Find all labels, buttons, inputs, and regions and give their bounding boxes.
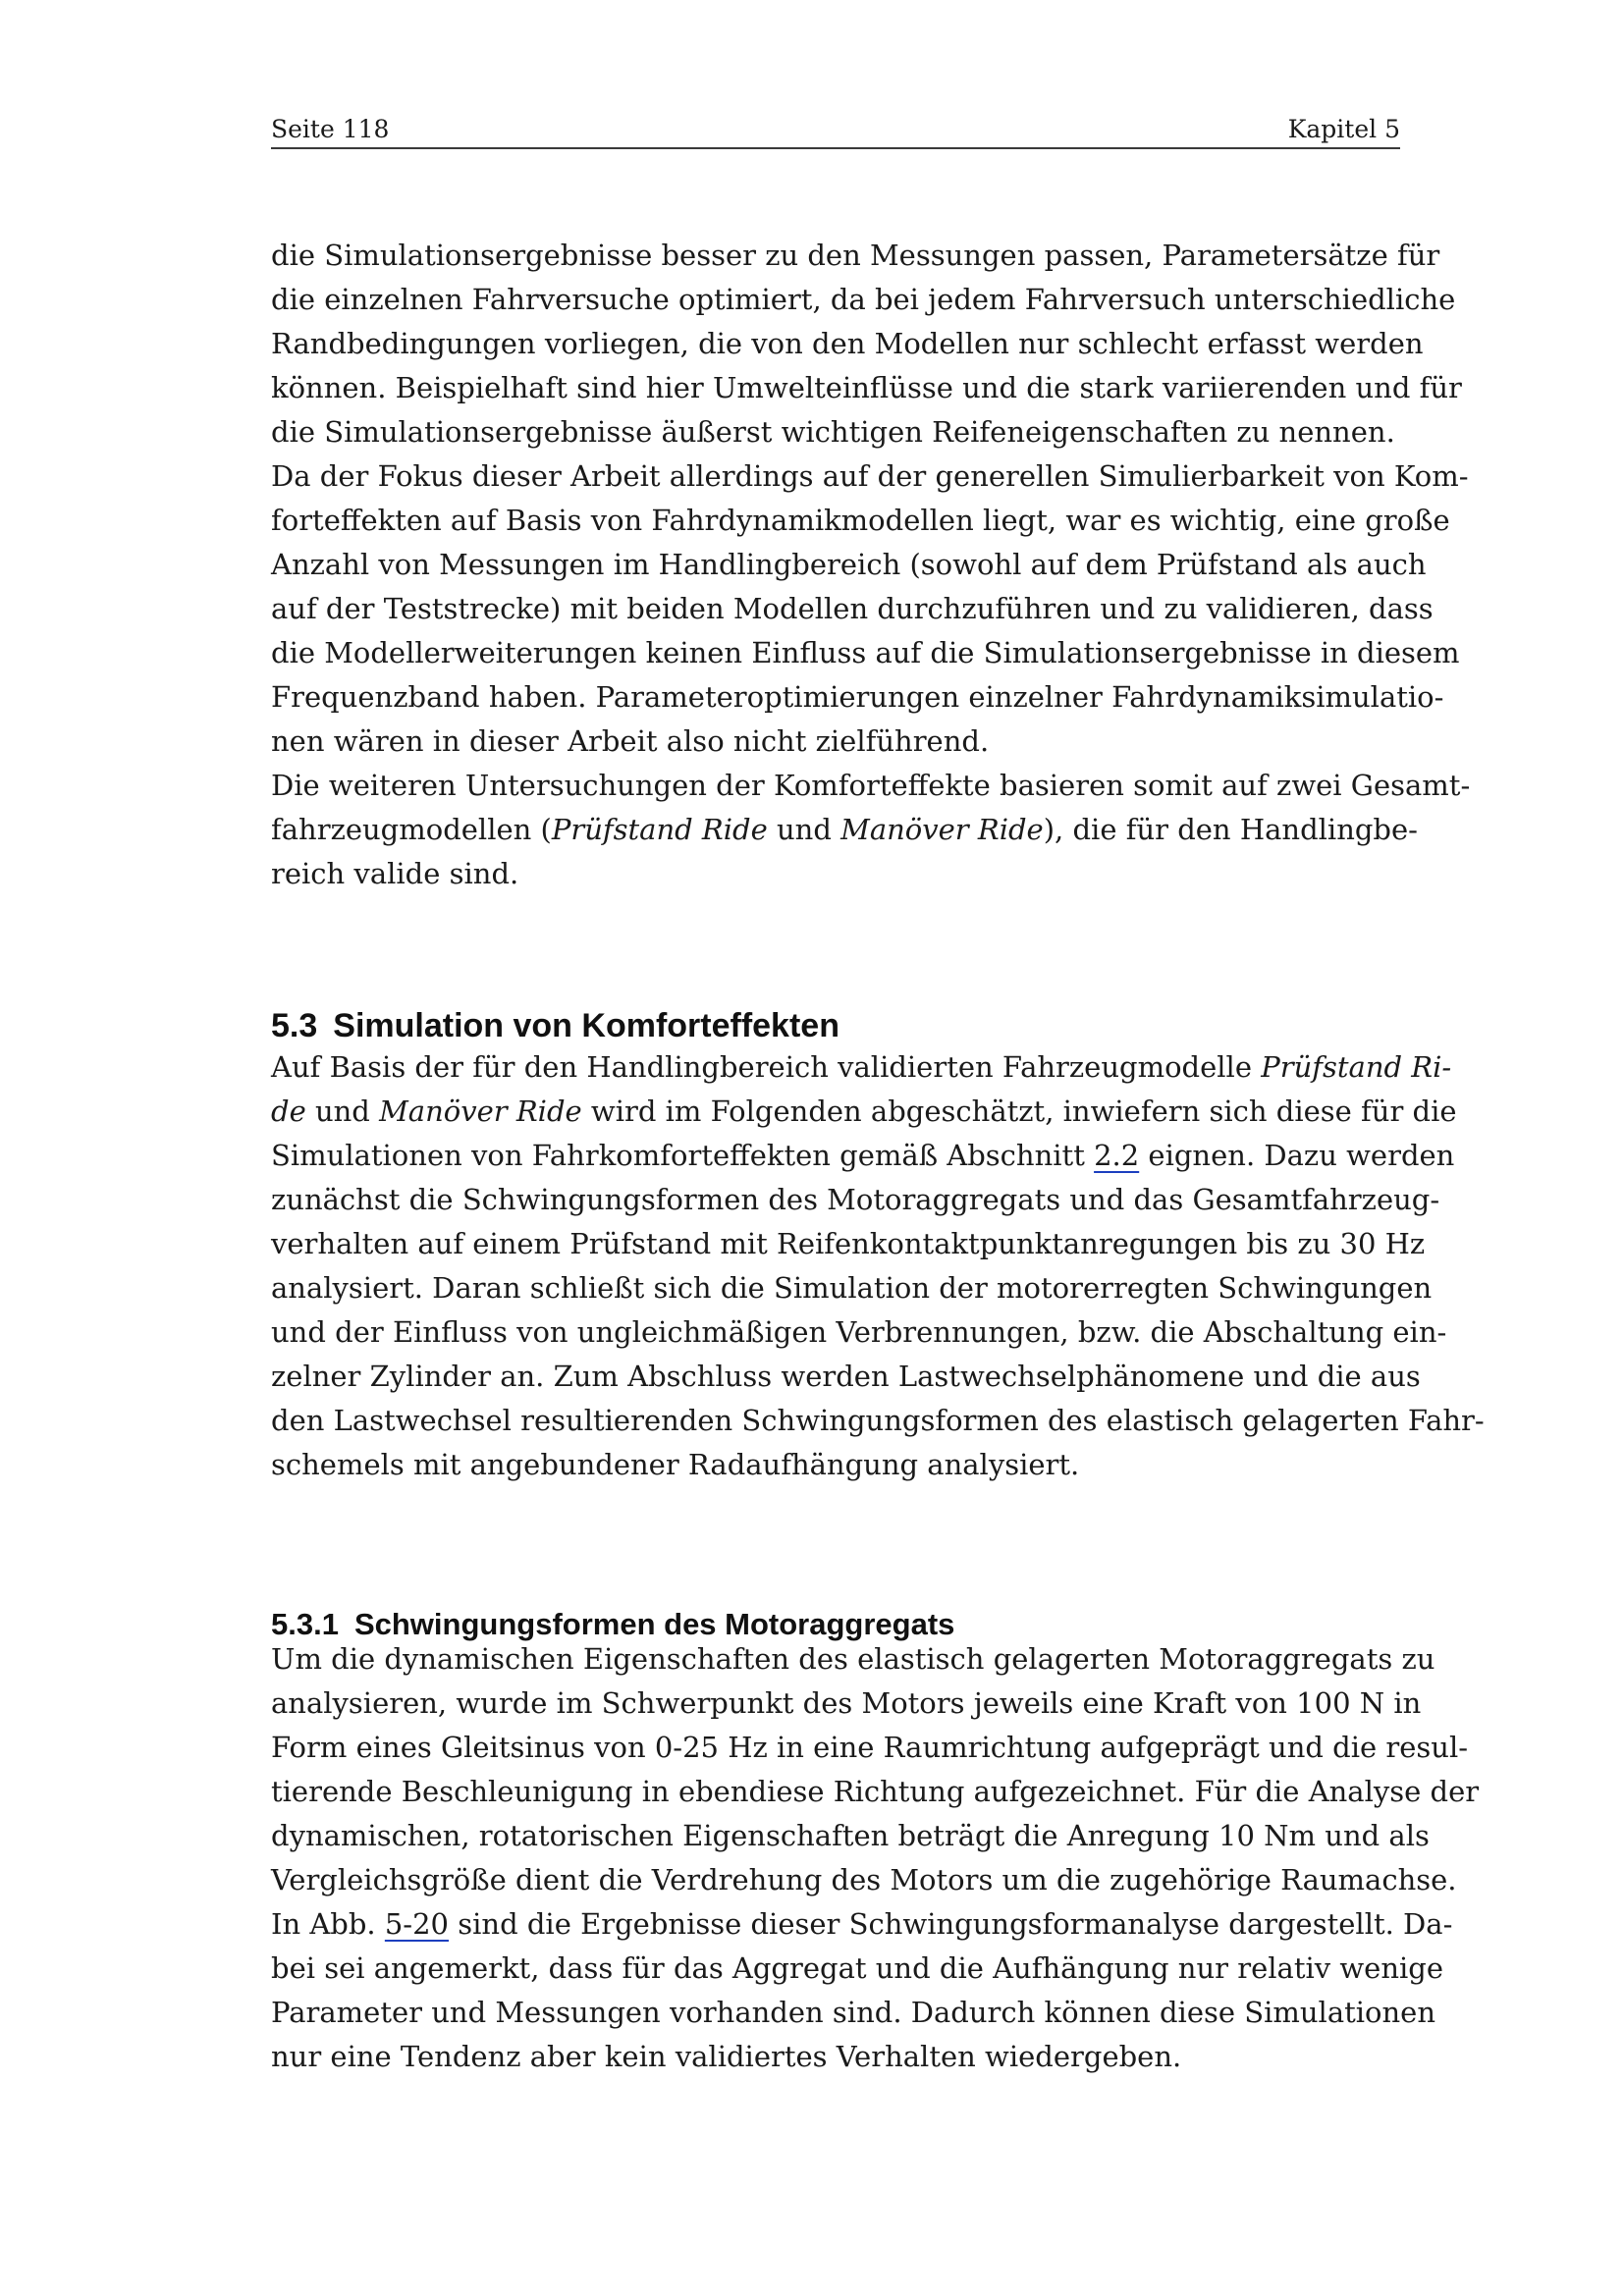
text-line xyxy=(271,1090,1457,1134)
figure-reference-link[interactable]: 5-20 xyxy=(384,1907,450,1941)
text-line: analysiert. Daran schließt sich die Simulation der motorerregten Schwingungen xyxy=(271,1271,1433,1305)
text-line xyxy=(271,1134,1455,1178)
text-line: können. Beispielhaft sind hier Umwelteinflüsse und die stark variierenden und für xyxy=(271,371,1462,404)
text-line: Anzahl von Messungen im Handlingbereich (sowohl auf dem Prüfstand als auch xyxy=(271,548,1427,581)
text-line: analysieren, wurde im Schwerpunkt des Motors jeweils eine Kraft von 100 N in xyxy=(271,1686,1422,1720)
section-heading xyxy=(271,1007,839,1045)
text-line: Randbedingungen vorliegen, die von den Modellen nur schlecht erfasst werden xyxy=(271,327,1424,360)
text-line: Vergleichsgröße dient die Verdrehung des Motors um die zugehörige Raumachse. xyxy=(271,1863,1457,1896)
text-line: und der Einfluss von ungleichmäßigen Verbrennungen, bzw. die Abschaltung ein- xyxy=(271,1315,1447,1349)
text-line: zunächst die Schwingungsformen des Motoraggregats und das Gesamtfahrzeug- xyxy=(271,1183,1440,1216)
text-segment: sind die Ergebnisse dieser Schwingungsformanalyse dargestellt. Da- xyxy=(449,1907,1453,1941)
text-line: die Simulationsergebnisse äußerst wichtigen Reifeneigenschaften zu nennen. xyxy=(271,415,1395,449)
section-paragraph xyxy=(271,1045,1485,1487)
section-title: Simulation von Komforteffekten xyxy=(333,1007,839,1045)
chapter-label: Kapitel 5 xyxy=(1287,115,1400,143)
text-line: nen wären in dieser Arbeit also nicht zielführend. xyxy=(271,724,990,758)
text-line: tierende Beschleunigung in ebendiese Richtung aufgezeichnet. Für die Analyse der xyxy=(271,1775,1480,1808)
text-segment: wird im Folgenden abgeschätzt, inwiefern sich diese für die xyxy=(581,1095,1457,1128)
text-line: Um die dynamischen Eigenschaften des elastisch gelagerten Motoraggregats zu xyxy=(271,1642,1435,1676)
text-segment: eignen. Dazu werden xyxy=(1139,1139,1455,1172)
text-segment: und xyxy=(767,813,841,846)
text-line: die Simulationsergebnisse besser zu den Messungen passen, Parametersätze für xyxy=(271,239,1440,272)
text-segment: ), die für den Handlingbe- xyxy=(1043,813,1418,846)
section-number: 5.3 xyxy=(271,1007,318,1045)
text-line: den Lastwechsel resultierenden Schwingungsformen des elastisch gelagerten Fahr- xyxy=(271,1404,1485,1437)
model-name-emphasis: de xyxy=(271,1095,306,1128)
text-line: dynamischen, rotatorischen Eigenschaften beträgt die Anregung 10 Nm und als xyxy=(271,1819,1430,1852)
text-line: zelner Zylinder an. Zum Abschluss werden Lastwechselphänomene und die aus xyxy=(271,1360,1421,1393)
text-line: forteffekten auf Basis von Fahrdynamikmodellen liegt, war es wichtig, eine große xyxy=(271,504,1450,537)
subsection-paragraph xyxy=(271,1637,1480,2079)
text-line: nur eine Tendenz aber kein validiertes Verhalten wiedergeben. xyxy=(271,2040,1182,2073)
text-segment: Simulationen von Fahrkomforteffekten gemäß Abschnitt xyxy=(271,1139,1095,1172)
text-segment: Auf Basis der für den Handlingbereich validierten Fahrzeugmodelle xyxy=(271,1050,1262,1084)
text-line: Die weiteren Untersuchungen der Komforteffekte basieren somit auf zwei Gesamt- xyxy=(271,769,1471,802)
text-line: Da der Fokus dieser Arbeit allerdings auf der generellen Simulierbarkeit von Kom- xyxy=(271,459,1469,493)
model-name-emphasis: Prüfstand Ride xyxy=(551,813,768,846)
subsection-title: Schwingungsformen des Motoraggregats xyxy=(353,1607,955,1641)
text-segment: und xyxy=(305,1095,380,1128)
text-line: die Modellerweiterungen keinen Einfluss auf die Simulationsergebnisse in diesem xyxy=(271,636,1460,669)
text-segment: In Abb. xyxy=(271,1907,385,1941)
text-line: Frequenzband haben. Parameteroptimierungen einzelner Fahrdynamiksimulatio- xyxy=(271,680,1444,714)
text-line: die einzelnen Fahrversuche optimiert, da bei jedem Fahrversuch unterschiedliche xyxy=(271,283,1456,316)
model-name-emphasis: Manöver Ride xyxy=(379,1095,582,1128)
text-line: Parameter und Messungen vorhanden sind. Dadurch können diese Simulationen xyxy=(271,1996,1436,2029)
subsection-number: 5.3.1 xyxy=(271,1607,339,1641)
text-line: Form eines Gleitsinus von 0-25 Hz in eine Raumrichtung aufgeprägt und die resul- xyxy=(271,1731,1469,1764)
text-line xyxy=(271,1045,1452,1090)
text-line xyxy=(271,1902,1453,1947)
text-segment: fahrzeugmodellen ( xyxy=(271,813,552,846)
text-line: auf der Teststrecke) mit beiden Modellen durchzuführen und zu validieren, dass xyxy=(271,592,1434,625)
running-header xyxy=(271,106,1400,149)
text-line: verhalten auf einem Prüfstand mit Reifenkontaktpunktanregungen bis zu 30 Hz xyxy=(271,1227,1426,1260)
intro-paragraph xyxy=(271,234,1471,896)
text-line: bei sei angemerkt, dass für das Aggregat und die Aufhängung nur relativ wenige xyxy=(271,1951,1444,1985)
text-line: reich valide sind. xyxy=(271,857,519,890)
text-line: schemels mit angebundener Radaufhängung analysiert. xyxy=(271,1448,1080,1481)
text-line xyxy=(271,808,1418,852)
page-number: Seite 118 xyxy=(271,115,390,143)
section-reference-link[interactable]: 2.2 xyxy=(1094,1139,1140,1172)
model-name-emphasis: Prüfstand Ri- xyxy=(1261,1050,1452,1084)
model-name-emphasis: Manöver Ride xyxy=(840,813,1044,846)
